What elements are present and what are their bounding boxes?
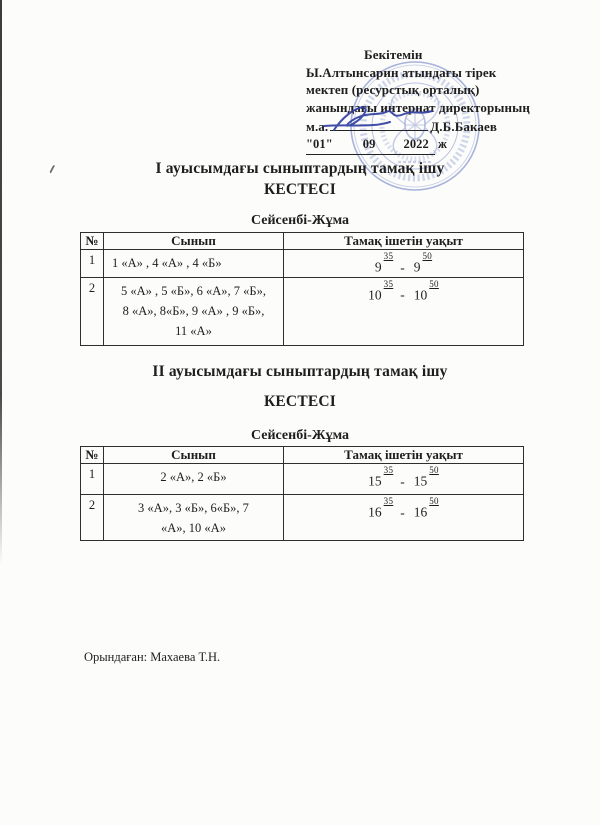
shift2-title-line-1: ІІ ауысымдағы сыныптардың тамақ ішу [152, 363, 448, 380]
row-number: 1 [81, 464, 104, 495]
table-row [81, 495, 524, 541]
col-header-class: Сынып [104, 233, 284, 250]
shift2-table [80, 446, 524, 541]
row-number: 1 [81, 250, 104, 278]
meal-time: $16^{35}-$ $16^{50}$ [368, 496, 439, 520]
col-header-number: № [81, 447, 104, 464]
date-day: "01" [306, 136, 333, 151]
prepared-by-note: Орындаған: Махаева Т.Н. [84, 650, 221, 664]
row-classes: 1 «А» , 4 «А» , 4 «Б» [104, 250, 284, 278]
shift1-title-line-2: КЕСТЕСІ [263, 181, 337, 198]
shift2-title-line-2: КЕСТЕСІ [263, 393, 337, 410]
shift2-days: Сейсенбі-Жұма [250, 428, 350, 443]
date-suffix: ж [437, 136, 448, 151]
scan-edge-artifact [0, 0, 2, 565]
shift1-days: Сейсенбі-Жұма [250, 213, 350, 228]
date-year: 2022 [403, 136, 429, 151]
row-classes: 5 «А» , 5 «Б», 6 «А», 7 «Б», 8 «А», 8«Б», 9 «А» , 9 «Б», 11 «А» [104, 277, 284, 345]
meal-time: $10^{35}-$ $10^{50}$ [368, 278, 439, 302]
shift1-title-line-1: І ауысымдағы сыныптардың тамақ ішу [155, 160, 445, 177]
org-name-line-1: Ы.Алтынсарин атындағы тірек [306, 64, 497, 80]
row-number: 2 [81, 495, 104, 541]
row-meal-time [284, 495, 524, 541]
org-name-line-2: мектеп (ресурстық орталық) [306, 82, 480, 97]
table-row [81, 277, 524, 345]
row-classes: 2 «А», 2 «Б» [104, 464, 284, 495]
shift1-table [80, 232, 524, 346]
row-meal-time [284, 464, 524, 495]
shift2-header-row [81, 447, 524, 464]
meal-time: $9^{35}-$ $9^{50}$ [374, 251, 433, 275]
col-header-time: Тамақ ішетін уақыт [284, 233, 524, 250]
approval-block [306, 46, 572, 155]
col-header-class: Сынып [104, 447, 284, 464]
date-line [306, 136, 572, 156]
approval-word: Бекітемін [364, 47, 423, 62]
row-meal-time [284, 277, 524, 345]
date-underline [306, 136, 435, 156]
col-header-time: Тамақ ішетін уақыт [284, 447, 524, 464]
signature-icon [320, 100, 440, 138]
shift1-header-row [81, 233, 524, 250]
row-meal-time [284, 250, 524, 278]
col-header-number: № [81, 233, 104, 250]
approver-name: Д.Б.Бакаев [430, 119, 497, 134]
org-name-line-3: жанындағы интернат директорының [306, 99, 530, 115]
acting-prefix: м.а. [306, 119, 329, 134]
row-classes: 3 «А», 3 «Б», 6«Б», 7 «А», 10 «А» [104, 495, 284, 541]
row-number: 2 [81, 277, 104, 345]
meal-time: $15^{35}-$ $15^{50}$ [368, 465, 439, 489]
table-row [81, 250, 524, 278]
table-row [81, 464, 524, 495]
date-month: 09 [362, 136, 376, 151]
